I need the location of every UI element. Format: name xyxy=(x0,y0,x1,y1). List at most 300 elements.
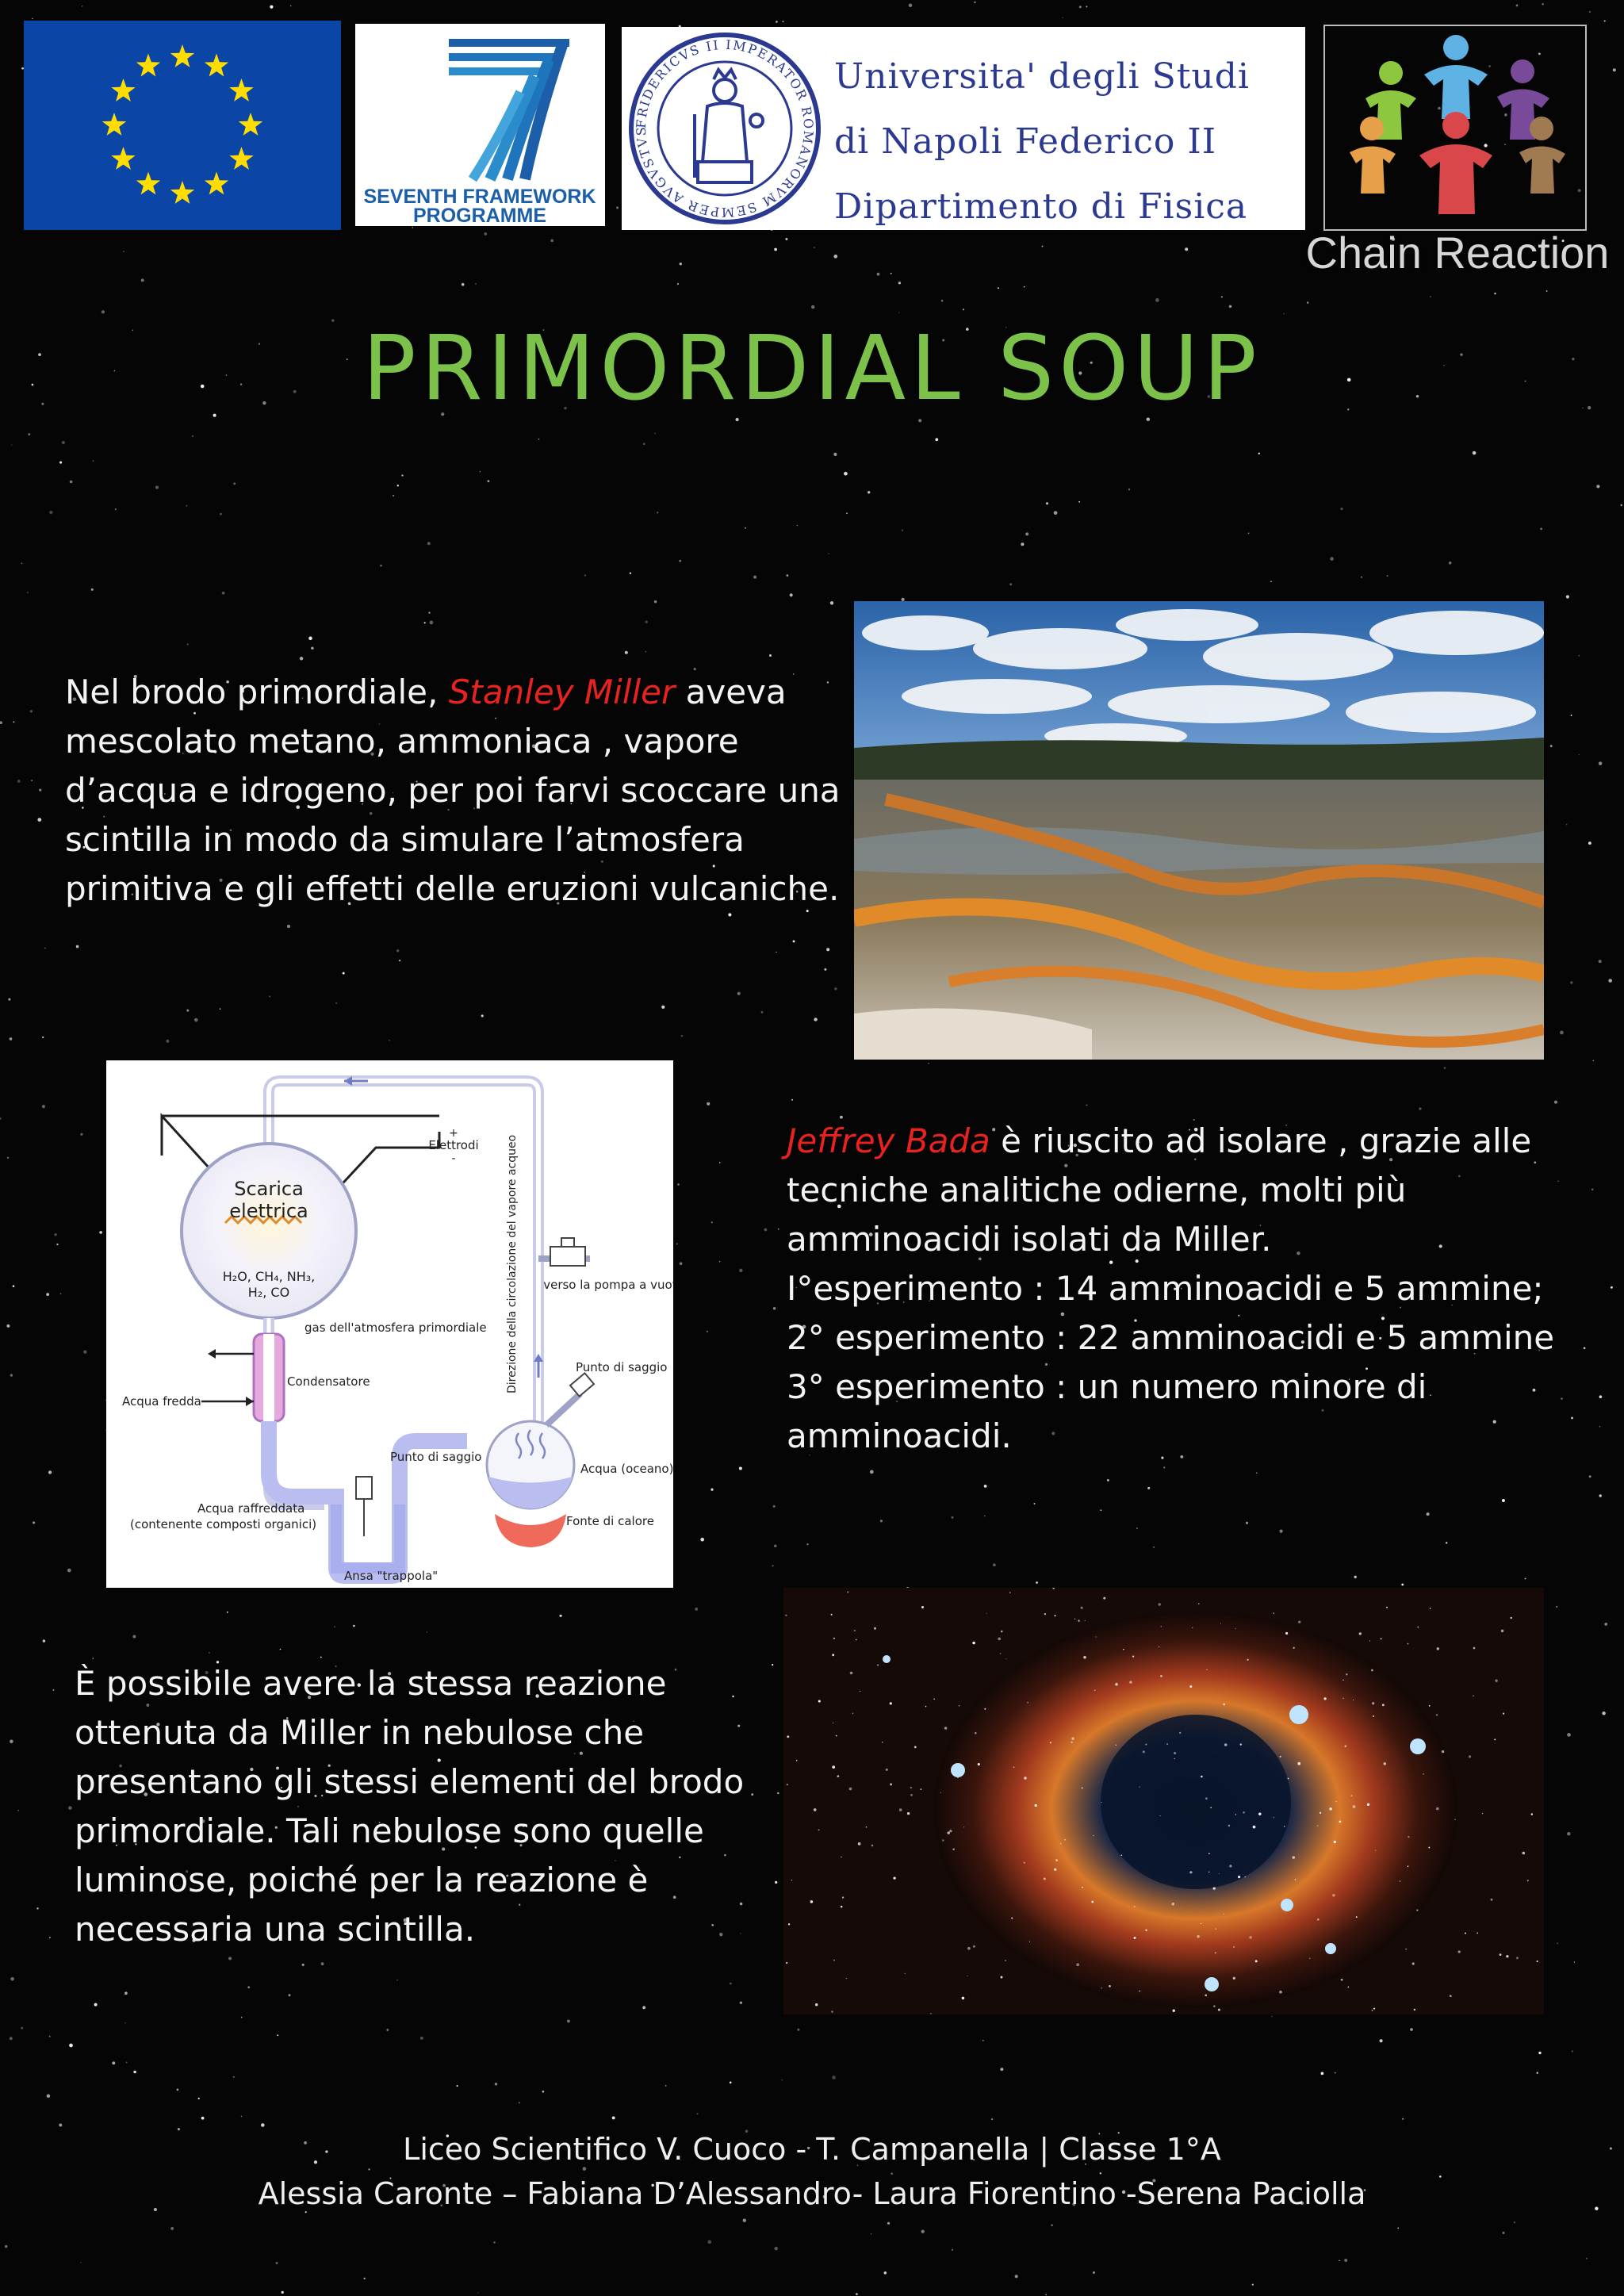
star xyxy=(397,485,399,486)
star xyxy=(1608,979,1612,983)
nebula-star xyxy=(948,1831,950,1834)
nebula-star xyxy=(984,1708,986,1710)
gases-label-line2: H₂, CO xyxy=(247,1285,290,1300)
star xyxy=(743,2219,746,2222)
star xyxy=(785,238,787,240)
star xyxy=(645,621,648,623)
star xyxy=(676,1243,678,1244)
star xyxy=(123,251,124,252)
star xyxy=(1034,1503,1036,1504)
star xyxy=(1604,1623,1607,1626)
star xyxy=(1045,2294,1047,2296)
nebula-star xyxy=(1317,1918,1320,1921)
star xyxy=(68,1806,72,1810)
star xyxy=(677,1183,680,1186)
star xyxy=(13,1285,15,1287)
star xyxy=(343,972,345,975)
star xyxy=(1589,11,1591,13)
star xyxy=(269,996,270,998)
star xyxy=(824,968,826,971)
university-seal-icon xyxy=(622,27,829,230)
star xyxy=(737,992,741,995)
star xyxy=(654,433,656,435)
nebula-star xyxy=(1085,1620,1086,1621)
nebula-star xyxy=(818,1700,821,1702)
star xyxy=(1054,511,1058,515)
star xyxy=(484,232,487,236)
star xyxy=(1567,1733,1571,1737)
star xyxy=(1588,841,1591,845)
star xyxy=(774,2247,778,2251)
star xyxy=(1596,485,1599,488)
star xyxy=(645,651,646,652)
star xyxy=(700,1538,704,1542)
star xyxy=(1248,532,1250,534)
star xyxy=(984,1516,986,1517)
star xyxy=(1401,1584,1404,1586)
star xyxy=(1566,824,1568,826)
star xyxy=(70,481,73,484)
nebula-star xyxy=(1103,1597,1105,1600)
star xyxy=(44,948,45,949)
star xyxy=(661,1006,665,1009)
star xyxy=(287,925,290,928)
nebula-star xyxy=(1005,1960,1006,1961)
nebula-star xyxy=(785,1615,787,1616)
star xyxy=(353,1625,355,1627)
condenser-label: Condensatore xyxy=(287,1374,370,1389)
star xyxy=(132,1635,136,1639)
nebula-star xyxy=(846,1978,847,1979)
star xyxy=(277,2034,278,2036)
nebula-star xyxy=(925,1706,927,1708)
star xyxy=(1283,313,1285,315)
nebula-star xyxy=(1408,1643,1409,1645)
nebula-star xyxy=(1206,1669,1207,1670)
nebula-star xyxy=(975,1732,977,1734)
star xyxy=(141,278,144,282)
nebula-star xyxy=(1429,1705,1431,1707)
star xyxy=(124,2022,126,2024)
nebula-star xyxy=(1145,1930,1147,1931)
nebula-star xyxy=(890,1702,892,1704)
star xyxy=(677,283,679,285)
star xyxy=(519,2102,520,2103)
nebula-star xyxy=(1233,1977,1235,1980)
star xyxy=(187,643,189,645)
star xyxy=(612,2116,615,2119)
star xyxy=(778,1228,779,1230)
star xyxy=(1537,2072,1538,2074)
star xyxy=(1540,527,1542,530)
nebula-star xyxy=(836,1735,837,1737)
star xyxy=(13,722,15,723)
eu-star xyxy=(136,54,160,77)
nebula-star xyxy=(831,1614,833,1616)
star xyxy=(753,576,756,579)
star xyxy=(868,491,870,493)
eu-star xyxy=(102,113,126,136)
nebula-star xyxy=(1482,1813,1484,1815)
nebula-star xyxy=(1491,1899,1493,1901)
cooled-water-label-line2: (contenente composti organici) xyxy=(130,1517,317,1531)
nebula-star xyxy=(1382,1704,1385,1706)
star xyxy=(112,2061,115,2064)
heat-source-label: Fonte di calore xyxy=(566,1514,654,1528)
star xyxy=(793,940,795,942)
star xyxy=(1430,296,1431,297)
star xyxy=(625,651,628,654)
star xyxy=(80,2262,81,2263)
star xyxy=(194,1018,198,1022)
nebula-star xyxy=(1332,1894,1335,1896)
star xyxy=(5,2245,7,2248)
nebula-star xyxy=(1235,1814,1236,1815)
nebula-star xyxy=(1024,1777,1026,1779)
nebula-star xyxy=(1078,1619,1080,1622)
star xyxy=(1093,2271,1095,2274)
nebula-star xyxy=(1274,1612,1275,1614)
spark-label-line1: Scarica xyxy=(234,1178,304,1200)
nebula-star xyxy=(837,1775,840,1777)
star xyxy=(1086,1104,1087,1106)
star xyxy=(0,1117,2,1120)
nebula-star xyxy=(1160,1675,1162,1677)
sample-point-bottom-label: Punto di saggio xyxy=(390,1450,482,1464)
star xyxy=(984,1485,987,1488)
star xyxy=(1579,655,1580,657)
vapor-direction-label: Direzione della circolazione del vapore acqueo xyxy=(506,1134,519,1393)
star xyxy=(76,945,79,949)
nebula-star xyxy=(1024,1862,1025,1864)
star xyxy=(1599,761,1603,765)
star xyxy=(1340,508,1342,510)
star xyxy=(1128,489,1130,490)
nebula-star xyxy=(1412,1962,1415,1964)
star xyxy=(1344,2259,1347,2262)
star xyxy=(1593,1060,1594,1061)
nebula-star xyxy=(1009,1592,1010,1593)
cold-water-label: Acqua fredda xyxy=(122,1394,201,1409)
university-department: Dipartimento di Fisica xyxy=(834,186,1248,227)
nebula-star xyxy=(1473,1695,1474,1696)
star xyxy=(241,2017,243,2018)
nebula-star xyxy=(1408,1865,1409,1867)
nebula-star xyxy=(1082,1887,1083,1888)
star xyxy=(82,6,83,7)
nebula-star xyxy=(1323,1697,1326,1700)
star xyxy=(1024,286,1025,287)
nebula-star xyxy=(886,1769,888,1771)
nebula-star xyxy=(1240,1743,1242,1745)
nebula-star xyxy=(1071,1742,1073,1744)
star xyxy=(389,1040,390,1041)
nebula-star xyxy=(1369,1640,1370,1641)
star xyxy=(201,2117,205,2120)
nebula-star xyxy=(1029,1941,1030,1942)
nebula-star xyxy=(1011,1918,1013,1919)
helix-nebula-image xyxy=(783,1588,1544,2014)
star xyxy=(711,1221,713,1223)
nebula-star xyxy=(854,1630,856,1631)
nebula-star xyxy=(1201,1776,1203,1778)
star xyxy=(730,2082,732,2084)
star xyxy=(1516,5,1519,7)
star xyxy=(1270,581,1272,582)
star xyxy=(228,1957,232,1960)
star xyxy=(93,460,94,462)
star xyxy=(1330,557,1334,561)
nebula-star xyxy=(1329,1807,1331,1810)
star xyxy=(1546,290,1548,292)
eu-star xyxy=(239,113,262,136)
star xyxy=(49,511,52,514)
nebula-star xyxy=(842,1896,844,1898)
star xyxy=(1571,715,1572,716)
nebula-star xyxy=(940,1792,941,1793)
nebula-star xyxy=(1531,1813,1533,1815)
nebula-star xyxy=(1215,1952,1216,1953)
nebula-star xyxy=(1381,1638,1382,1639)
star xyxy=(1155,298,1159,302)
star xyxy=(642,2006,645,2009)
star xyxy=(115,508,117,510)
star xyxy=(209,1652,210,1654)
star xyxy=(186,1010,189,1012)
sample-point-right-label: Punto di saggio xyxy=(576,1360,668,1374)
star xyxy=(941,300,944,302)
star xyxy=(364,2278,366,2279)
nebula-star xyxy=(899,1808,902,1811)
star xyxy=(952,1516,954,1519)
star xyxy=(495,2083,497,2085)
nebula-star xyxy=(1293,1647,1295,1649)
nebula-star xyxy=(1218,2009,1220,2011)
star xyxy=(1557,1942,1558,1944)
experiment-2-result: 2° esperimento : 22 amminoacidi e 5 ammine xyxy=(787,1318,1555,1357)
star xyxy=(1525,1578,1526,1580)
star xyxy=(1229,305,1232,309)
star xyxy=(1620,504,1622,507)
star xyxy=(1542,3,1543,5)
star xyxy=(1554,1101,1557,1104)
star xyxy=(67,1569,71,1573)
nebula-star xyxy=(1501,1630,1503,1632)
star xyxy=(241,2116,242,2117)
nebula-star xyxy=(1244,1876,1246,1878)
nebula-star xyxy=(1372,1702,1374,1704)
star xyxy=(166,1040,169,1043)
nebula-star xyxy=(1198,1603,1200,1604)
star xyxy=(46,1293,49,1296)
nebula-star xyxy=(1035,1804,1037,1807)
star xyxy=(94,2003,98,2007)
star xyxy=(833,255,837,259)
nebula-star xyxy=(814,1808,817,1811)
nebula-star xyxy=(1076,1963,1079,1966)
star xyxy=(567,2019,570,2022)
nebula-star xyxy=(1219,1873,1220,1874)
star xyxy=(30,710,33,712)
star xyxy=(993,1563,996,1566)
nebula-star xyxy=(973,1945,975,1948)
nebula-star xyxy=(1173,2010,1175,2012)
nebula-star xyxy=(791,1880,793,1881)
cooled-water-label-line1: Acqua raffreddata xyxy=(197,1501,305,1516)
nebula-star xyxy=(1109,1985,1111,1987)
star xyxy=(1221,296,1223,297)
star xyxy=(1599,1494,1601,1497)
bada-paragraph xyxy=(787,1117,1611,1461)
nebula-star xyxy=(1309,1958,1310,1959)
nebula-star xyxy=(942,1839,944,1842)
experiment-3-result: 3° esperimento : un numero minore di amminoacidi. xyxy=(787,1367,1427,1455)
star xyxy=(1036,1581,1038,1584)
nebula-star xyxy=(1356,1916,1358,1918)
star xyxy=(481,1014,484,1017)
star xyxy=(412,227,413,228)
star xyxy=(1419,1107,1421,1110)
star xyxy=(6,1324,10,1328)
star xyxy=(1025,532,1028,535)
star xyxy=(1079,6,1082,8)
nebula-star xyxy=(1159,1815,1160,1816)
nebula-picture xyxy=(783,1588,1544,2014)
star xyxy=(654,600,657,603)
star xyxy=(37,818,41,822)
star xyxy=(998,287,999,289)
nebula-star xyxy=(1348,1987,1350,1988)
star xyxy=(963,309,964,310)
star xyxy=(826,948,829,951)
nebula-star xyxy=(1013,1767,1014,1768)
nebula-star xyxy=(1335,1801,1337,1803)
star xyxy=(877,273,880,276)
nebula-star xyxy=(1205,1797,1208,1800)
nebula-star xyxy=(1371,1669,1373,1672)
nebula-star xyxy=(1208,1853,1210,1854)
star xyxy=(643,443,645,445)
eu-star xyxy=(136,172,160,195)
star xyxy=(797,525,798,526)
star xyxy=(32,18,33,19)
star xyxy=(1556,1606,1557,1608)
nebula-star xyxy=(914,1746,917,1749)
star xyxy=(630,573,631,574)
star xyxy=(884,2271,887,2274)
star xyxy=(550,239,553,242)
nebula-star xyxy=(1373,1715,1374,1717)
star xyxy=(787,574,789,577)
nebula-star xyxy=(1228,1825,1230,1826)
nebula-star xyxy=(1437,1647,1440,1650)
nebula-star xyxy=(1342,1680,1344,1681)
star xyxy=(28,433,30,435)
nebula-star xyxy=(1223,1704,1225,1706)
nebula-star xyxy=(1510,1617,1511,1619)
nebula-star xyxy=(815,2003,818,2006)
nebula-star xyxy=(1469,1755,1471,1757)
star xyxy=(80,1133,82,1136)
nebula-star xyxy=(967,1947,971,1950)
eu-star xyxy=(111,147,135,170)
page-title: PRIMORDIAL SOUP xyxy=(362,317,1262,420)
nebula-star xyxy=(1436,1714,1438,1715)
bada-intro xyxy=(787,1117,1611,1264)
nebula-star xyxy=(818,1829,820,1830)
star xyxy=(1473,451,1477,455)
star xyxy=(811,305,814,309)
star xyxy=(719,1261,720,1262)
star xyxy=(975,2,976,3)
star xyxy=(321,1962,324,1965)
star xyxy=(1185,247,1188,251)
star xyxy=(928,1063,929,1064)
star xyxy=(1503,2232,1505,2234)
star xyxy=(83,1350,86,1353)
star xyxy=(828,553,829,554)
star xyxy=(1147,1487,1150,1489)
nebula-star xyxy=(1285,1632,1288,1635)
university-logo xyxy=(622,27,1305,230)
star xyxy=(10,1740,13,1744)
university-name-line1: Universita' degli Studi xyxy=(834,56,1250,97)
nebula-star xyxy=(856,1639,857,1641)
experiment-1-result: I°esperimento : 14 amminoacidi e 5 ammine; xyxy=(787,1269,1544,1308)
star xyxy=(393,495,394,496)
star xyxy=(49,2036,51,2037)
nebula-star xyxy=(998,1638,1001,1641)
footer-authors: Alessia Caronte – Fabiana D’Alessandro- Laura Fiorentino -Serena Paciolla xyxy=(258,2176,1366,2211)
star xyxy=(1380,2039,1383,2042)
nebula-star xyxy=(1450,1995,1452,1997)
star xyxy=(1444,1067,1446,1069)
nebula-star xyxy=(1345,1745,1347,1747)
nebula-star xyxy=(1123,1649,1124,1650)
nebula-star xyxy=(952,1849,955,1851)
star xyxy=(870,1470,874,1474)
nebula-star xyxy=(1298,1620,1300,1623)
nebula-star xyxy=(1174,1758,1175,1759)
nebula-star xyxy=(1295,1879,1297,1880)
star xyxy=(616,206,619,209)
star xyxy=(42,1037,44,1038)
nebula-star xyxy=(1101,1987,1102,1988)
nebula-star xyxy=(831,2010,833,2013)
nebula-star xyxy=(1373,2008,1375,2010)
star xyxy=(59,462,62,464)
nebula-star xyxy=(1238,1876,1240,1878)
star xyxy=(982,2040,984,2041)
nebula-star xyxy=(893,1876,895,1879)
star xyxy=(584,574,586,576)
star xyxy=(1502,1499,1505,1502)
star xyxy=(308,637,312,641)
star xyxy=(124,1991,128,1995)
nebula-star xyxy=(1465,1933,1466,1934)
nebula-star xyxy=(1516,1957,1519,1959)
star xyxy=(282,2291,284,2294)
star xyxy=(772,1565,773,1566)
nebula-star xyxy=(1213,1887,1216,1889)
star xyxy=(1101,1509,1102,1511)
nebula-star xyxy=(866,1826,868,1828)
star xyxy=(745,527,746,529)
nebula-star xyxy=(1258,1813,1262,1816)
star xyxy=(832,2076,836,2079)
nebula-star xyxy=(1494,1738,1496,1740)
star xyxy=(56,1244,58,1245)
